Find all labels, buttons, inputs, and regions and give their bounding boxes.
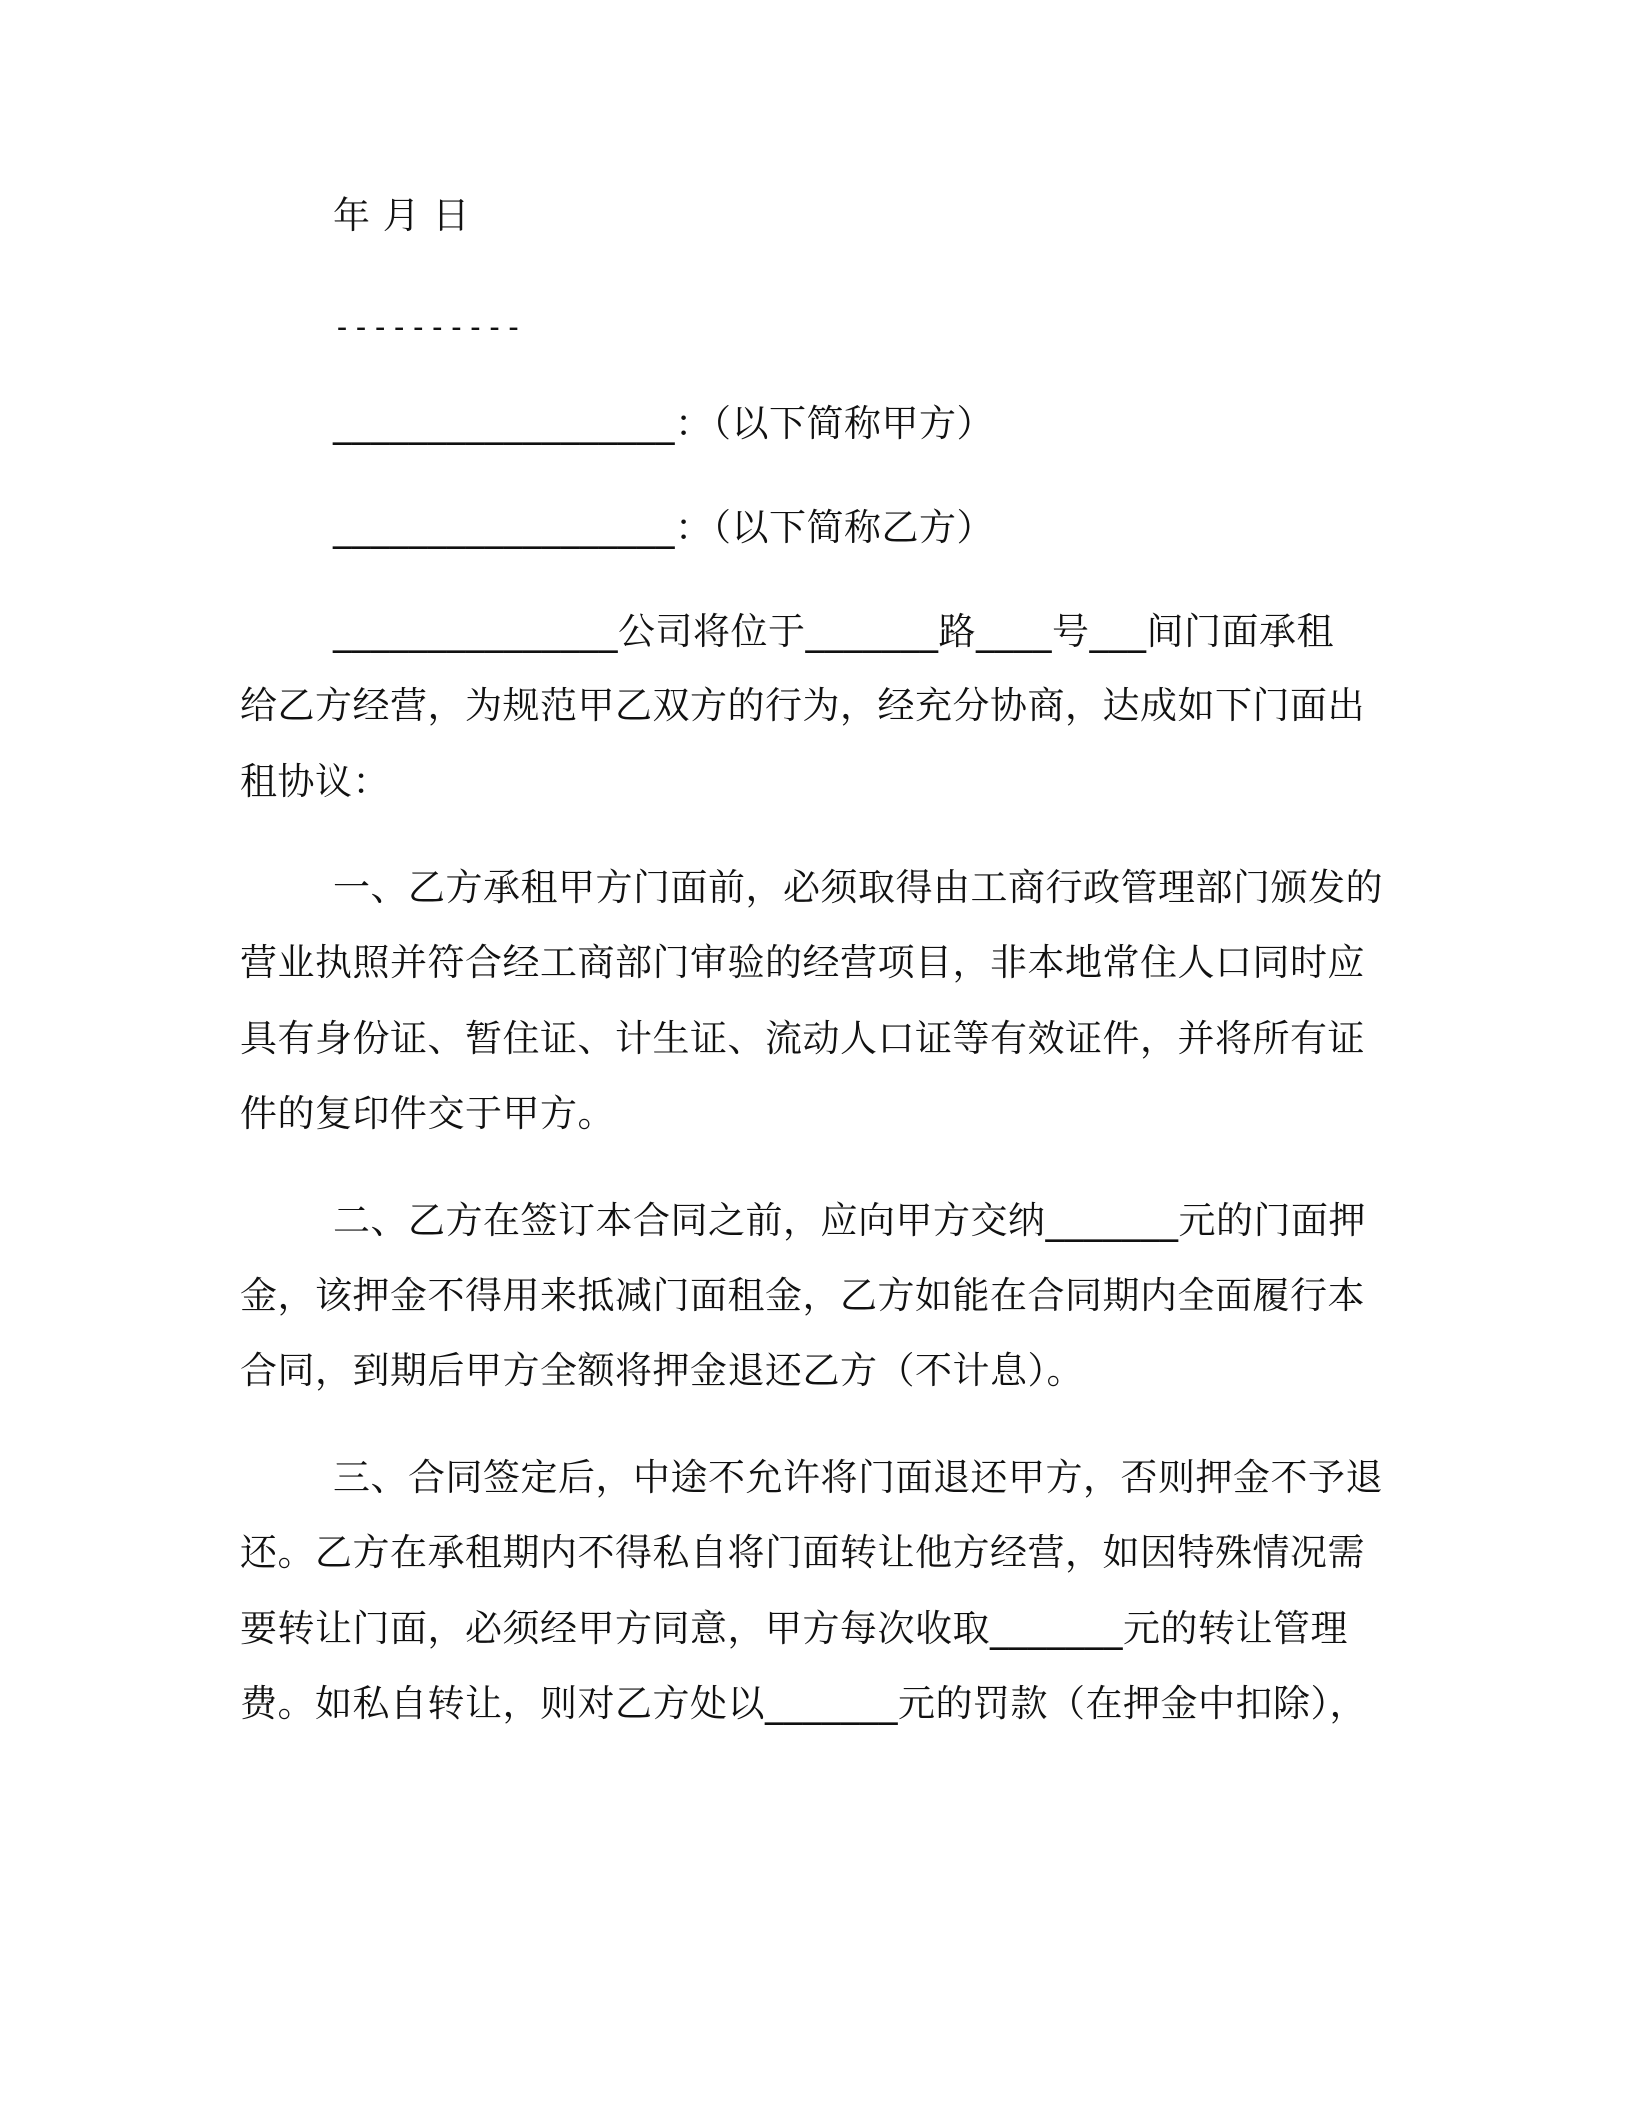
intro-line-3: 租协议： <box>240 760 390 803</box>
clause-1-line-4: 件的复印件交于甲方。 <box>240 1092 615 1135</box>
clause-1-line-1: 一、乙方承租甲方门面前，必须取得由工商行政管理部门颁发的 <box>333 866 1383 909</box>
intro-line-1: _______________公司将位于_______路____号___间门面承租 <box>333 610 1334 653</box>
intro-line-2: 给乙方经营，为规范甲乙双方的行为，经充分协商，达成如下门面出 <box>240 684 1365 727</box>
clause-3-line-2: 还。乙方在承租期内不得私自将门面转让他方经营，如因特殊情况需 <box>240 1531 1365 1574</box>
clause-2-line-3: 合同，到期后甲方全额将押金退还乙方（不计息）。 <box>240 1349 1084 1392</box>
party-a-line: __________________：（以下简称甲方） <box>333 402 994 445</box>
clause-3-line-1: 三、合同签定后，中途不允许将门面退还甲方，否则押金不予退 <box>333 1456 1383 1499</box>
clause-3-line-4: 费。如私自转让，则对乙方处以_______元的罚款（在押金中扣除）， <box>240 1682 1367 1725</box>
clause-2-line-1: 二、乙方在签订本合同之前，应向甲方交纳_______元的门面押 <box>333 1199 1366 1242</box>
separator-line: ---------- <box>333 310 524 345</box>
clause-3-line-3: 要转让门面，必须经甲方同意，甲方每次收取_______元的转让管理 <box>240 1607 1348 1650</box>
party-b-line: __________________：（以下简称乙方） <box>333 506 994 549</box>
date-line: 年 月 日 <box>333 194 471 237</box>
clause-1-line-2: 营业执照并符合经工商部门审验的经营项目，非本地常住人口同时应 <box>240 941 1365 984</box>
clause-2-line-2: 金，该押金不得用来抵减门面租金，乙方如能在合同期内全面履行本 <box>240 1274 1365 1317</box>
clause-1-line-3: 具有身份证、暂住证、计生证、流动人口证等有效证件，并将所有证 <box>240 1017 1365 1060</box>
